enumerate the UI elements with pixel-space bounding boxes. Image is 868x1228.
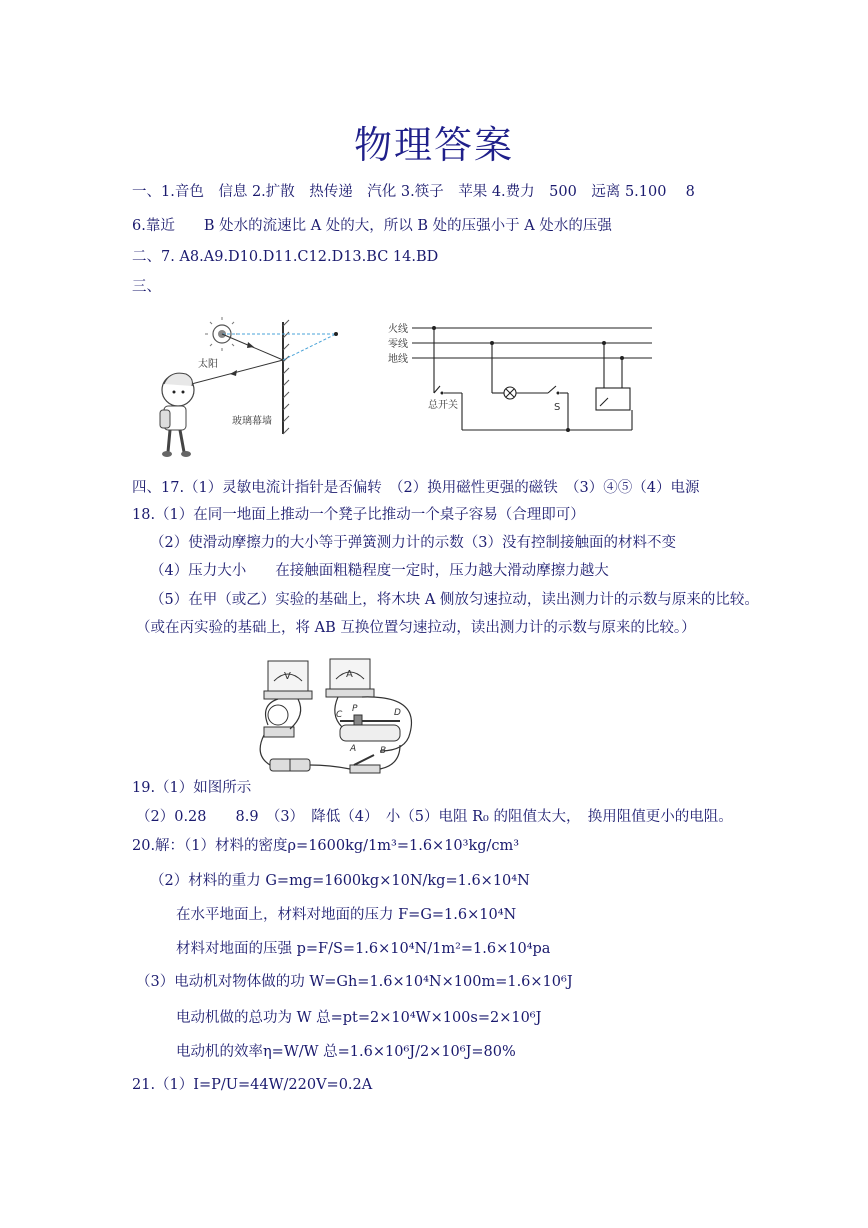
answer-line-1: 一、1.音色 信息 2.扩散 热传递 汽化 3.筷子 苹果 4.费力 500 远离 5.100 8 [132, 184, 695, 200]
bulb-icon [264, 705, 294, 737]
main-switch-label: 总开关 [428, 400, 458, 411]
voltmeter-label: V [284, 671, 291, 682]
live-wire-label: 火线 [388, 324, 408, 335]
sun-label: 太阳 [198, 359, 218, 370]
ground-wire-label: 地线 [388, 354, 408, 365]
answer-line-19: 电动机的效率η=W/W 总=1.6×10⁶J/2×10⁶J=80% [176, 1044, 516, 1060]
page-title: 物理答案 [353, 123, 514, 167]
answer-line-8: （4）压力大小 在接触面粗糙程度一定时，压力越大滑动摩擦力越大 [150, 563, 609, 579]
answer-line-4: 三、 [132, 279, 161, 295]
answer-line-7: （2）使滑动摩擦力的大小等于弹簧测力计的示数（3）没有控制接触面的材料不变 [150, 535, 676, 551]
answer-line-15: 在水平地面上，材料对地面的压力 F=G=1.6×10⁴N [176, 907, 517, 923]
answer-line-5: 四、17.（1）灵敏电流计指针是否偏转 （2）换用磁性更强的磁铁 （3）④⑤（4）电源 [132, 480, 700, 496]
ammeter-label: A [346, 669, 353, 680]
answer-line-18: 电动机做的总功为 W 总=pt=2×10⁴W×100s=2×10⁶J [176, 1010, 542, 1026]
answer-line-9: （5）在甲（或乙）实验的基础上，将木块 A 侧放匀速拉动，读出测力计的示数与原来的比较。 [150, 592, 759, 608]
wall-label: 玻璃幕墙 [232, 416, 272, 427]
switch-icon [350, 755, 380, 773]
mirror-reflection-figure [150, 312, 350, 467]
label-p: P [352, 704, 358, 714]
neutral-wire-label: 零线 [388, 339, 408, 350]
answer-line-16: 材料对地面的压强 p=F/S=1.6×10⁴N/1m²=1.6×10⁴pa [176, 941, 551, 957]
household-circuit-figure [382, 318, 662, 438]
answer-line-3: 二、7. A8.A9.D10.D11.C12.D13.BC 14.BD [132, 249, 439, 265]
label-a: A [350, 744, 357, 754]
label-c: C [336, 710, 343, 720]
glass-wall [283, 320, 289, 434]
label-b: B [380, 746, 387, 756]
answer-line-6: 18.（1）在同一地面上推动一个凳子比推动一个桌子容易（合理即可） [132, 507, 585, 523]
label-d: D [394, 708, 401, 718]
battery-icon [270, 759, 310, 771]
answer-line-10: （或在丙实验的基础上，将 AB 互换位置匀速拉动，读出测力计的示数与原来的比较。） [136, 620, 696, 636]
answer-line-13: 20.解：（1）材料的密度ρ=1600kg/1m³=1.6×10³kg/cm³ [132, 838, 520, 854]
answer-line-11: 19.（1）如图所示 [132, 780, 252, 796]
answer-line-2: 6.靠近 B 处水的流速比 A 处的大，所以 B 处的压强小于 A 处水的压强 [132, 218, 612, 234]
child-figure [160, 373, 194, 457]
answer-line-12: （2）0.28 8.9 （3） 降低（4） 小（5）电阻 R₀ 的阻值太大， 换用阻值更小的电阻。 [136, 809, 733, 825]
answer-line-17: （3）电动机对物体做的功 W=Gh=1.6×10⁴N×100m=1.6×10⁶J [136, 974, 573, 990]
experiment-apparatus-figure [250, 655, 430, 780]
switch-s-label: S [554, 402, 561, 413]
rheostat-icon [340, 715, 400, 741]
answer-line-14: （2）材料的重力 G=mg=1600kg×10N/kg=1.6×10⁴N [150, 873, 530, 889]
answer-line-20: 21.（1）I=P/U=44W/220V=0.2A [132, 1077, 373, 1093]
